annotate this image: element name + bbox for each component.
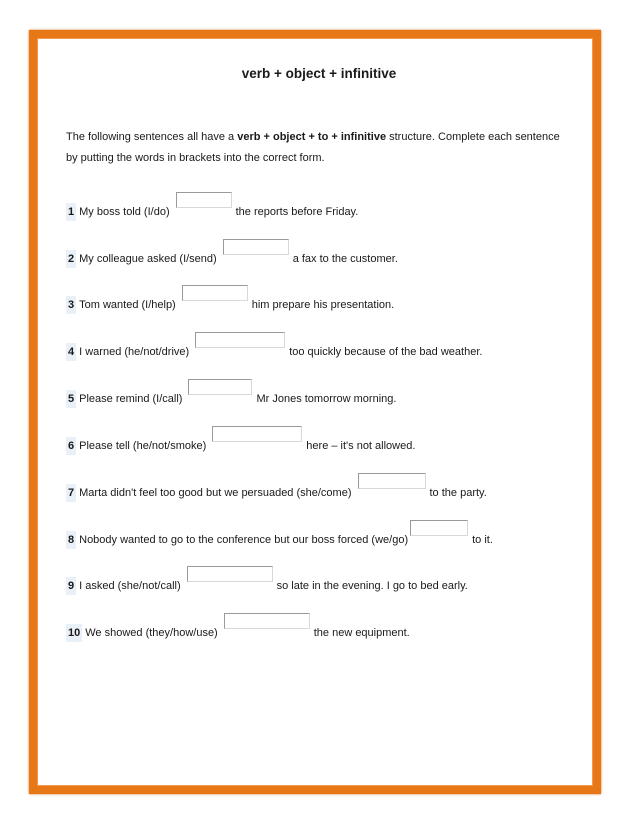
exercise-item <box>66 624 410 642</box>
item-text-before: I warned (he/not/drive) <box>79 346 190 358</box>
item-text-after: too quickly because of the bad weather. <box>289 346 483 358</box>
item-text-before: Please tell (he/not/smoke) <box>79 440 207 452</box>
item-text-before: We showed (they/how/use) <box>85 627 218 639</box>
item-number: 10 <box>66 624 82 642</box>
exercise-item <box>66 437 415 455</box>
item-text-after: the reports before Friday. <box>235 206 359 218</box>
page-title: verb + object + infinitive <box>241 66 397 81</box>
answer-input-10[interactable] <box>224 613 310 629</box>
item-text-before: My colleague asked (I/send) <box>79 253 217 265</box>
item-text-before: Marta didn't feel too good but we persuaded (she/come) <box>79 487 352 499</box>
answer-input-7[interactable] <box>358 473 426 489</box>
instructions-before: The following sentences all have a <box>66 131 238 143</box>
instructions-structure: verb + object + to + infinitive <box>237 131 387 143</box>
exercise-item <box>66 577 468 595</box>
item-text-before: My boss told (I/do) <box>79 206 170 218</box>
item-text-before: I asked (she/not/call) <box>79 580 181 592</box>
item-number: 5 <box>66 390 76 408</box>
item-text-after: a fax to the customer. <box>292 253 398 265</box>
exercise-item <box>66 531 493 549</box>
item-text-after: the new equipment. <box>313 627 410 639</box>
answer-input-3[interactable] <box>182 285 248 301</box>
answer-input-8[interactable] <box>410 520 468 536</box>
item-number: 6 <box>66 437 76 455</box>
answer-input-4[interactable] <box>195 332 285 348</box>
item-text-before: Tom wanted (I/help) <box>79 299 176 311</box>
exercise-item <box>66 250 398 268</box>
item-number: 9 <box>66 577 76 595</box>
exercise-item <box>66 203 358 221</box>
exercise-item <box>66 390 396 408</box>
answer-input-2[interactable] <box>223 239 289 255</box>
instructions <box>66 127 566 169</box>
exercise-item <box>66 296 394 314</box>
item-number: 2 <box>66 250 76 268</box>
item-text-after: to it. <box>472 534 493 546</box>
exercise-item <box>66 484 487 502</box>
item-text-before: Please remind (I/call) <box>79 393 183 405</box>
item-text-before: Nobody wanted to go to the conference but our boss forced (we/go) <box>79 534 409 546</box>
instructions-after: structure. Complete each sentence by putting the words in brackets into the correct form. <box>66 131 560 164</box>
item-text-after: him prepare his presentation. <box>251 299 395 311</box>
answer-input-1[interactable] <box>176 192 232 208</box>
item-number: 4 <box>66 343 76 361</box>
answer-input-5[interactable] <box>188 379 252 395</box>
item-number: 1 <box>66 203 76 221</box>
item-text-after: here – it's not allowed. <box>306 440 416 452</box>
answer-input-6[interactable] <box>212 426 302 442</box>
exercise-item <box>66 343 482 361</box>
item-number: 8 <box>66 531 76 549</box>
item-number: 3 <box>66 296 76 314</box>
item-text-after: Mr Jones tomorrow morning. <box>256 393 397 405</box>
item-text-after: so late in the evening. I go to bed early. <box>276 580 468 592</box>
item-text-after: to the party. <box>429 487 487 499</box>
item-number: 7 <box>66 484 76 502</box>
answer-input-9[interactable] <box>187 566 273 582</box>
